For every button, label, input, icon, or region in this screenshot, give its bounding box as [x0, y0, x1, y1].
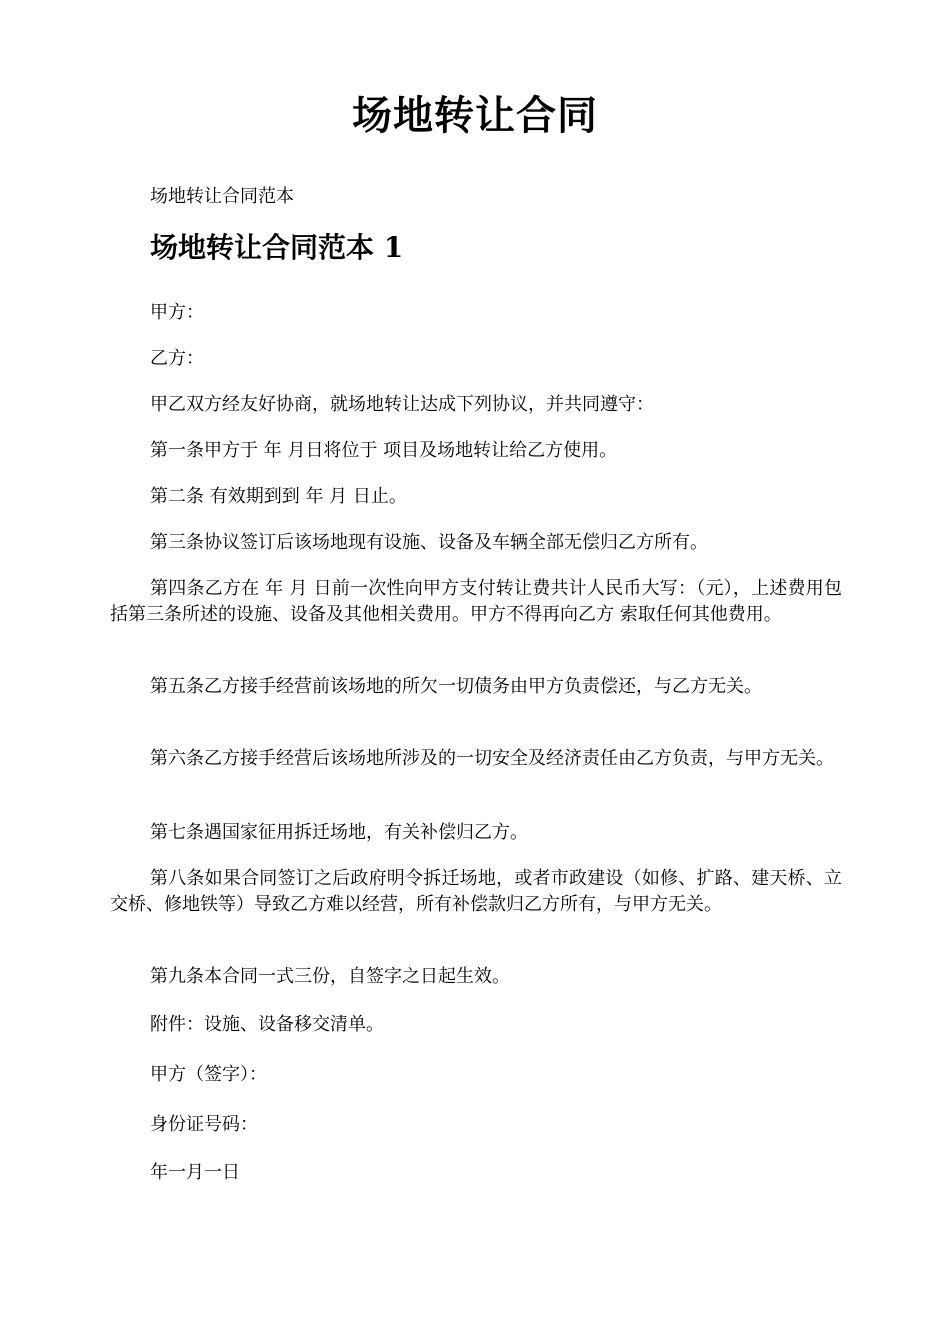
article-6: 第六条乙方接手经营后该场地所涉及的一切安全及经济责任由乙方负责，与甲方无关。	[150, 748, 834, 769]
id-number-line: 身份证号码：	[150, 1114, 258, 1135]
article-8: 第八条如果合同签订之后政府明令拆迁场地，或者市政建设（如修、扩路、建天桥、立交桥、修地铁等）导致乙方难以经营，所有补偿款归乙方所有，与甲方无关。	[110, 868, 842, 915]
article-9: 第九条本合同一式三份，自签字之日起生效。	[150, 966, 510, 987]
party-a-signature: 甲方（签字）：	[150, 1064, 267, 1085]
article-1: 第一条甲方于 年 月日将位于 项目及场地转让给乙方使用。	[150, 440, 618, 461]
article-2: 第二条 有效期到到 年 月 日止。	[150, 486, 407, 507]
party-a-line: 甲方：	[150, 302, 204, 323]
article-4: 第四条乙方在 年 月 日前一次性向甲方支付转让费共计人民币大写：（元），上述费用包括第三条所述的设施、设备及其他相关费用。甲方不得再向乙方 索取任何其他费用。	[110, 578, 842, 625]
article-5: 第五条乙方接手经营前该场地的所欠一切债务由甲方负责偿还，与乙方无关。	[150, 676, 762, 697]
attachment-line: 附件：设施、设备移交清单。	[150, 1014, 384, 1035]
document-subtitle: 场地转让合同范本	[150, 186, 294, 207]
section-heading: 场地转让合同范本 1	[150, 231, 404, 264]
article-7: 第七条遇国家征用拆迁场地，有关补偿归乙方。	[150, 822, 528, 843]
party-b-line: 乙方：	[150, 348, 204, 369]
intro-paragraph: 甲乙双方经友好协商，就场地转让达成下列协议，并共同遵守：	[150, 394, 654, 415]
article-3: 第三条协议签订后该场地现有设施、设备及车辆全部无偿归乙方所有。	[150, 532, 708, 553]
document-title: 场地转让合同	[352, 92, 598, 139]
date-line: 年一月一日	[150, 1162, 240, 1183]
